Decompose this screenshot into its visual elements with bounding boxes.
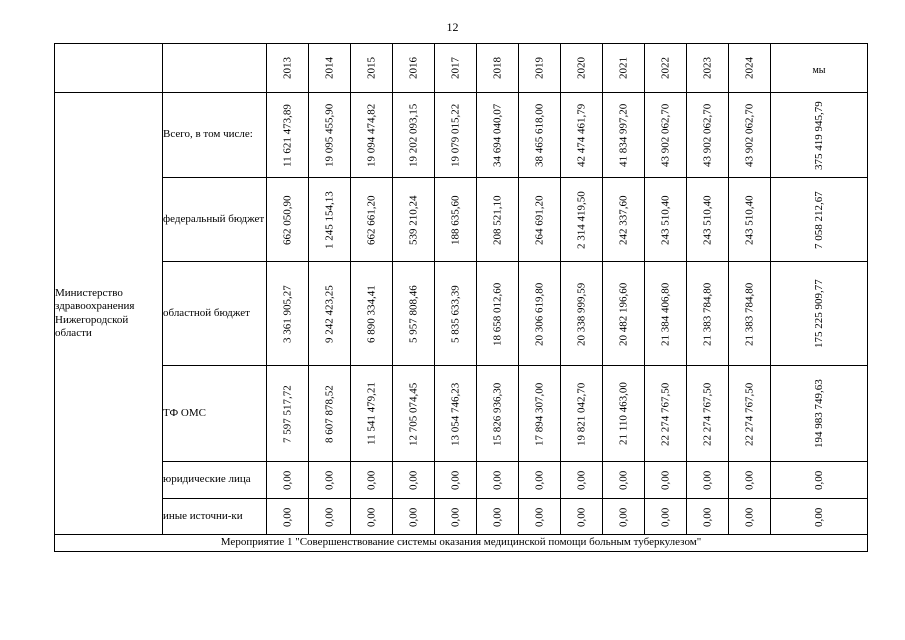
value-cell: 7 597 517,72 (267, 366, 309, 462)
year-header: 2019 (519, 44, 561, 93)
value-cell: 19 079 015,22 (435, 93, 477, 178)
value-cell: 243 510,40 (645, 178, 687, 262)
header-empty-source (163, 44, 267, 93)
value-cell: 243 510,40 (729, 178, 771, 262)
value-cell: 5 957 808,46 (393, 262, 435, 366)
funding-source-label: юридические лица (163, 462, 267, 499)
value-cell: 0,00 (519, 462, 561, 499)
table-row (55, 366, 868, 462)
value-cell: 208 521,10 (477, 178, 519, 262)
value-cell: 264 691,20 (519, 178, 561, 262)
value-cell: 1 245 154,13 (309, 178, 351, 262)
value-cell: 0,00 (351, 499, 393, 535)
funding-source-label: областной бюджет (163, 262, 267, 366)
value-cell: 662 050,90 (267, 178, 309, 262)
year-header: 2022 (645, 44, 687, 93)
value-cell: 0,00 (435, 499, 477, 535)
year-header: 2021 (603, 44, 645, 93)
value-cell: 13 054 746,23 (435, 366, 477, 462)
total-cell: 7 058 212,67 (771, 178, 868, 262)
value-cell: 188 635,60 (435, 178, 477, 262)
value-cell: 19 095 455,90 (309, 93, 351, 178)
value-cell: 0,00 (603, 499, 645, 535)
value-cell: 0,00 (645, 499, 687, 535)
total-cell: 375 419 945,79 (771, 93, 868, 178)
year-header: 2020 (561, 44, 603, 93)
table-row (55, 462, 868, 499)
funding-source-label: федеральный бюджет (163, 178, 267, 262)
value-cell: 0,00 (477, 462, 519, 499)
value-cell: 662 661,20 (351, 178, 393, 262)
budget-table (54, 43, 868, 552)
value-cell: 8 607 878,52 (309, 366, 351, 462)
total-cell: 0,00 (771, 499, 868, 535)
value-cell: 0,00 (645, 462, 687, 499)
value-cell: 43 902 062,70 (729, 93, 771, 178)
value-cell: 0,00 (687, 499, 729, 535)
value-cell: 6 890 334,41 (351, 262, 393, 366)
year-header: 2015 (351, 44, 393, 93)
value-cell: 243 510,40 (687, 178, 729, 262)
table-row (55, 178, 868, 262)
value-cell: 11 541 479,21 (351, 366, 393, 462)
value-cell: 0,00 (351, 462, 393, 499)
value-cell: 0,00 (393, 462, 435, 499)
value-cell: 0,00 (687, 462, 729, 499)
value-cell: 19 094 474,82 (351, 93, 393, 178)
value-cell: 20 338 999,59 (561, 262, 603, 366)
value-cell: 3 361 905,27 (267, 262, 309, 366)
value-cell: 2 314 419,50 (561, 178, 603, 262)
value-cell: 242 337,60 (603, 178, 645, 262)
value-cell: 0,00 (309, 462, 351, 499)
value-cell: 22 274 767,50 (645, 366, 687, 462)
funding-source-label: Всего, в том числе: (163, 93, 267, 178)
total-header-label: мы (812, 64, 826, 76)
total-cell: 175 225 909,77 (771, 262, 868, 366)
value-cell: 0,00 (729, 499, 771, 535)
value-cell: 21 383 784,80 (729, 262, 771, 366)
value-cell: 43 902 062,70 (687, 93, 729, 178)
value-cell: 18 658 012,60 (477, 262, 519, 366)
value-cell: 11 621 473,89 (267, 93, 309, 178)
year-header: 2023 (687, 44, 729, 93)
funding-source-label: ТФ ОМС (163, 366, 267, 462)
value-cell: 38 465 618,00 (519, 93, 561, 178)
value-cell: 0,00 (603, 462, 645, 499)
value-cell: 15 826 936,30 (477, 366, 519, 462)
table-row (55, 262, 868, 366)
value-cell: 20 306 619,80 (519, 262, 561, 366)
value-cell: 12 705 074,45 (393, 366, 435, 462)
value-cell: 0,00 (435, 462, 477, 499)
total-cell: 194 983 749,63 (771, 366, 868, 462)
value-cell: 0,00 (561, 462, 603, 499)
value-cell: 21 383 784,80 (687, 262, 729, 366)
header-row (55, 44, 868, 93)
year-header: 2013 (267, 44, 309, 93)
value-cell: 5 835 633,39 (435, 262, 477, 366)
value-cell: 9 242 423,25 (309, 262, 351, 366)
value-cell: 0,00 (477, 499, 519, 535)
value-cell: 22 274 767,50 (687, 366, 729, 462)
value-cell: 0,00 (267, 462, 309, 499)
value-cell: 34 694 040,07 (477, 93, 519, 178)
value-cell: 0,00 (393, 499, 435, 535)
year-header: 2024 (729, 44, 771, 93)
year-header: 2017 (435, 44, 477, 93)
value-cell: 0,00 (267, 499, 309, 535)
total-header (771, 44, 868, 93)
value-cell: 21 384 406,80 (645, 262, 687, 366)
organization-cell: Министерство здравоохранения Нижегородской области (55, 93, 163, 535)
table-row (55, 499, 868, 535)
page-number: 12 (446, 20, 459, 34)
value-cell: 0,00 (729, 462, 771, 499)
year-header: 2018 (477, 44, 519, 93)
total-cell: 0,00 (771, 462, 868, 499)
year-header: 2016 (393, 44, 435, 93)
value-cell: 42 474 461,79 (561, 93, 603, 178)
footer-row (55, 535, 868, 552)
funding-source-label: иные источни-ки (163, 499, 267, 535)
measure-title: Мероприятие 1 "Совершенствование системы оказания медицинской помощи больным туберкулезом" (55, 535, 868, 552)
value-cell: 19 202 093,15 (393, 93, 435, 178)
header-empty-org (55, 44, 163, 93)
value-cell: 43 902 062,70 (645, 93, 687, 178)
value-cell: 22 274 767,50 (729, 366, 771, 462)
value-cell: 0,00 (309, 499, 351, 535)
value-cell: 20 482 196,60 (603, 262, 645, 366)
value-cell: 539 210,24 (393, 178, 435, 262)
value-cell: 41 834 997,20 (603, 93, 645, 178)
value-cell: 21 110 463,00 (603, 366, 645, 462)
value-cell: 0,00 (561, 499, 603, 535)
year-header: 2014 (309, 44, 351, 93)
value-cell: 19 821 042,70 (561, 366, 603, 462)
value-cell: 17 894 307,00 (519, 366, 561, 462)
table-row (55, 93, 868, 178)
value-cell: 0,00 (519, 499, 561, 535)
